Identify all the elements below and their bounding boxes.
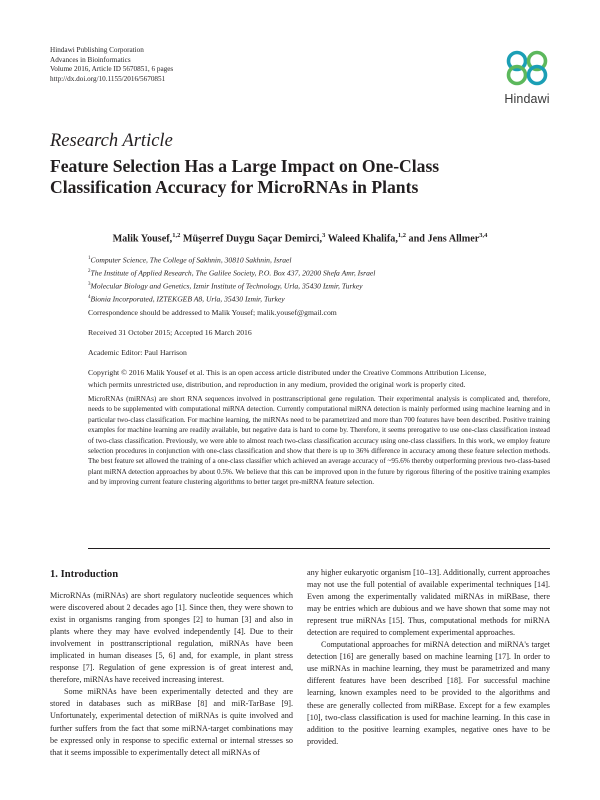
doi-link[interactable]: http://dx.doi.org/10.1155/2016/5670851 — [50, 74, 166, 83]
affiliation-item — [88, 292, 375, 305]
hindawi-logo — [494, 48, 560, 106]
copyright-line: Copyright © 2016 Malik Yousef et al. This is an open access article distributed under the Creative Commons Attribution License, — [88, 368, 487, 377]
publisher-name: Hindawi Publishing Corporation — [50, 46, 144, 54]
author-affiliation-marker: 1,2 — [172, 232, 181, 239]
affiliation-marker: 3 — [88, 282, 91, 288]
affiliation-marker: 2 — [88, 269, 91, 275]
body-paragraph: Some miRNAs have been experimentally detected and they are stored in databases such as miRBase [8] and miR-TarBase [9]. Unfortunately, experimental detection of miRNAs is quite involved and further suffers from the fact that some miRNA-target combinations may be expressed only in response to specific external or internal stresses so that it seems impossible to experimentally detect all miRNAs of — [50, 687, 293, 757]
volume-info: Volume 2016, Article ID 5670851, 6 pages — [50, 65, 174, 74]
hindawi-logo-icon — [503, 48, 551, 88]
author-list — [0, 232, 600, 244]
affiliations — [88, 253, 375, 305]
section-heading: 1. Introduction — [50, 569, 119, 580]
body-paragraph: Computational approaches for miRNA detection and miRNA's target detection [16] are generally based on machine learning [17]. In order to use miRNAs in machine learning, they must be parametrized and many different features have been described [18]. For successful machine learning, known examples need to be provided to the algorithms and these are generally collected from miRBase. Except for a few examples [10], two-class classification is used for machine learning. In this case in addition to the positive learning examples, negative ones have to be provided. — [307, 640, 550, 746]
article-type: Research Article — [50, 131, 173, 151]
abstract-divider — [88, 548, 550, 549]
affiliation-marker: 4 — [88, 295, 91, 301]
copyright-line: which permits unrestricted use, distribution, and reproduction in any medium, provided the original work is properly cited. — [88, 379, 466, 389]
affiliation-marker: 1 — [88, 256, 91, 261]
author-affiliation-marker: 3,4 — [479, 232, 488, 239]
correspondence: Correspondence should be addressed to Malik Yousef; malik.yousef@gmail.com — [88, 308, 337, 317]
author-name: Malik Yousef, — [112, 233, 173, 245]
affiliation-text: Molecular Biology and Genetics, Izmir Institute of Technology, Urla, 35430 Izmir, Turkey — [90, 281, 363, 291]
body-column-left — [50, 568, 293, 759]
author-name: and Jens Allmer — [408, 233, 480, 245]
affiliation-item — [88, 279, 375, 292]
affiliation-item — [88, 266, 375, 279]
logo-wordmark: Hindawi — [504, 92, 550, 106]
article-title — [50, 156, 550, 198]
affiliation-text: The Institute of Applied Research, The Galilee Society, P.O. Box 437, 20200 Shefa Amr, Israel — [90, 268, 376, 278]
affiliation-text: Bionia Incorporated, IZTEKGEB A8, Urla, 35430 Izmir, Turkey — [90, 294, 285, 304]
copyright-notice — [88, 367, 486, 390]
abstract: MicroRNAs (miRNAs) are short RNA sequences involved in posttranscriptional gene regulation. Their experimental analysis is complicated and, therefore, needs to be supplemented with computational miRNA detection. Currently computational miRNA detection is mainly performed using machine learning and in particular two-class classification. For machine learning, the miRNAs need to be parametrized and more than 700 features have been described. Positive training examples for machine learning are readily available, but negative data is hard to come by. Therefore, it seems prerogative to use one-class classification instead of two-class classification. Previously, we were able to almost reach two-class classification accuracy using one-class classifiers. In this work, we employ feature selection procedures in conjunction with one-class classification and show that there is up to 36% difference in accuracy among these feature selection methods. The best feature set allowed the training of a one-class classifier which achieved an average accuracy of ~95.6% thereby outperforming previous two-class-based plant miRNA detection approaches by about 0.5%. We believe that this can be improved upon in the future by rigorous filtering of the positive training examples and by improving current feature clustering algorithms to better target pre-miRNA feature selection. — [88, 395, 550, 487]
affiliation-item — [88, 253, 375, 266]
publication-info — [50, 46, 173, 84]
journal-name: Advances in Bioinformatics — [50, 55, 131, 64]
affiliation-text: Computer Science, The College of Sakhnin, 30810 Sakhnin, Israel — [90, 255, 292, 265]
author-name: Müşerref Duygu Saçar Demirci, — [182, 233, 323, 245]
body-column-right — [307, 567, 550, 748]
body-paragraph: any higher eukaryotic organism [10–13]. Additionally, current approaches may not use the full potential of available experimental techniques [14]. Even among the experimentally validated miRNAs in miRBase, there may be entries which are dubious and we have shown that some may not represent true miRNAs [15]. Thus, computational methods for miRNA detection are required to complement experimental approaches. — [307, 568, 550, 638]
author-name: Waleed Khalifa, — [327, 233, 398, 245]
title-line: Feature Selection Has a Large Impact on One-Class — [50, 156, 440, 176]
body-paragraph: MicroRNAs (miRNAs) are short regulatory nucleotide sequences which were discovered about 2 decades ago [1]. Since then, they were shown to exist in organisms ranging from sponges [2] to human [3] and also in plants where they may have evolved independently [4]. Due to their involvement in posttranscriptional regulation, miRNAs have been implicated in human diseases [5, 6] and, for example, in plant stress response [7]. Regulation of gene expression is of great interest and, therefore, miRNAs have received increasing interest. — [50, 591, 293, 685]
received-accepted-dates: Received 31 October 2015; Accepted 16 March 2016 — [88, 328, 252, 337]
author-affiliation-marker: 1,2 — [397, 232, 406, 239]
author-affiliation-marker: 3 — [322, 232, 326, 239]
title-line: Classification Accuracy for MicroRNAs in Plants — [50, 177, 419, 197]
academic-editor: Academic Editor: Paul Harrison — [88, 348, 187, 357]
